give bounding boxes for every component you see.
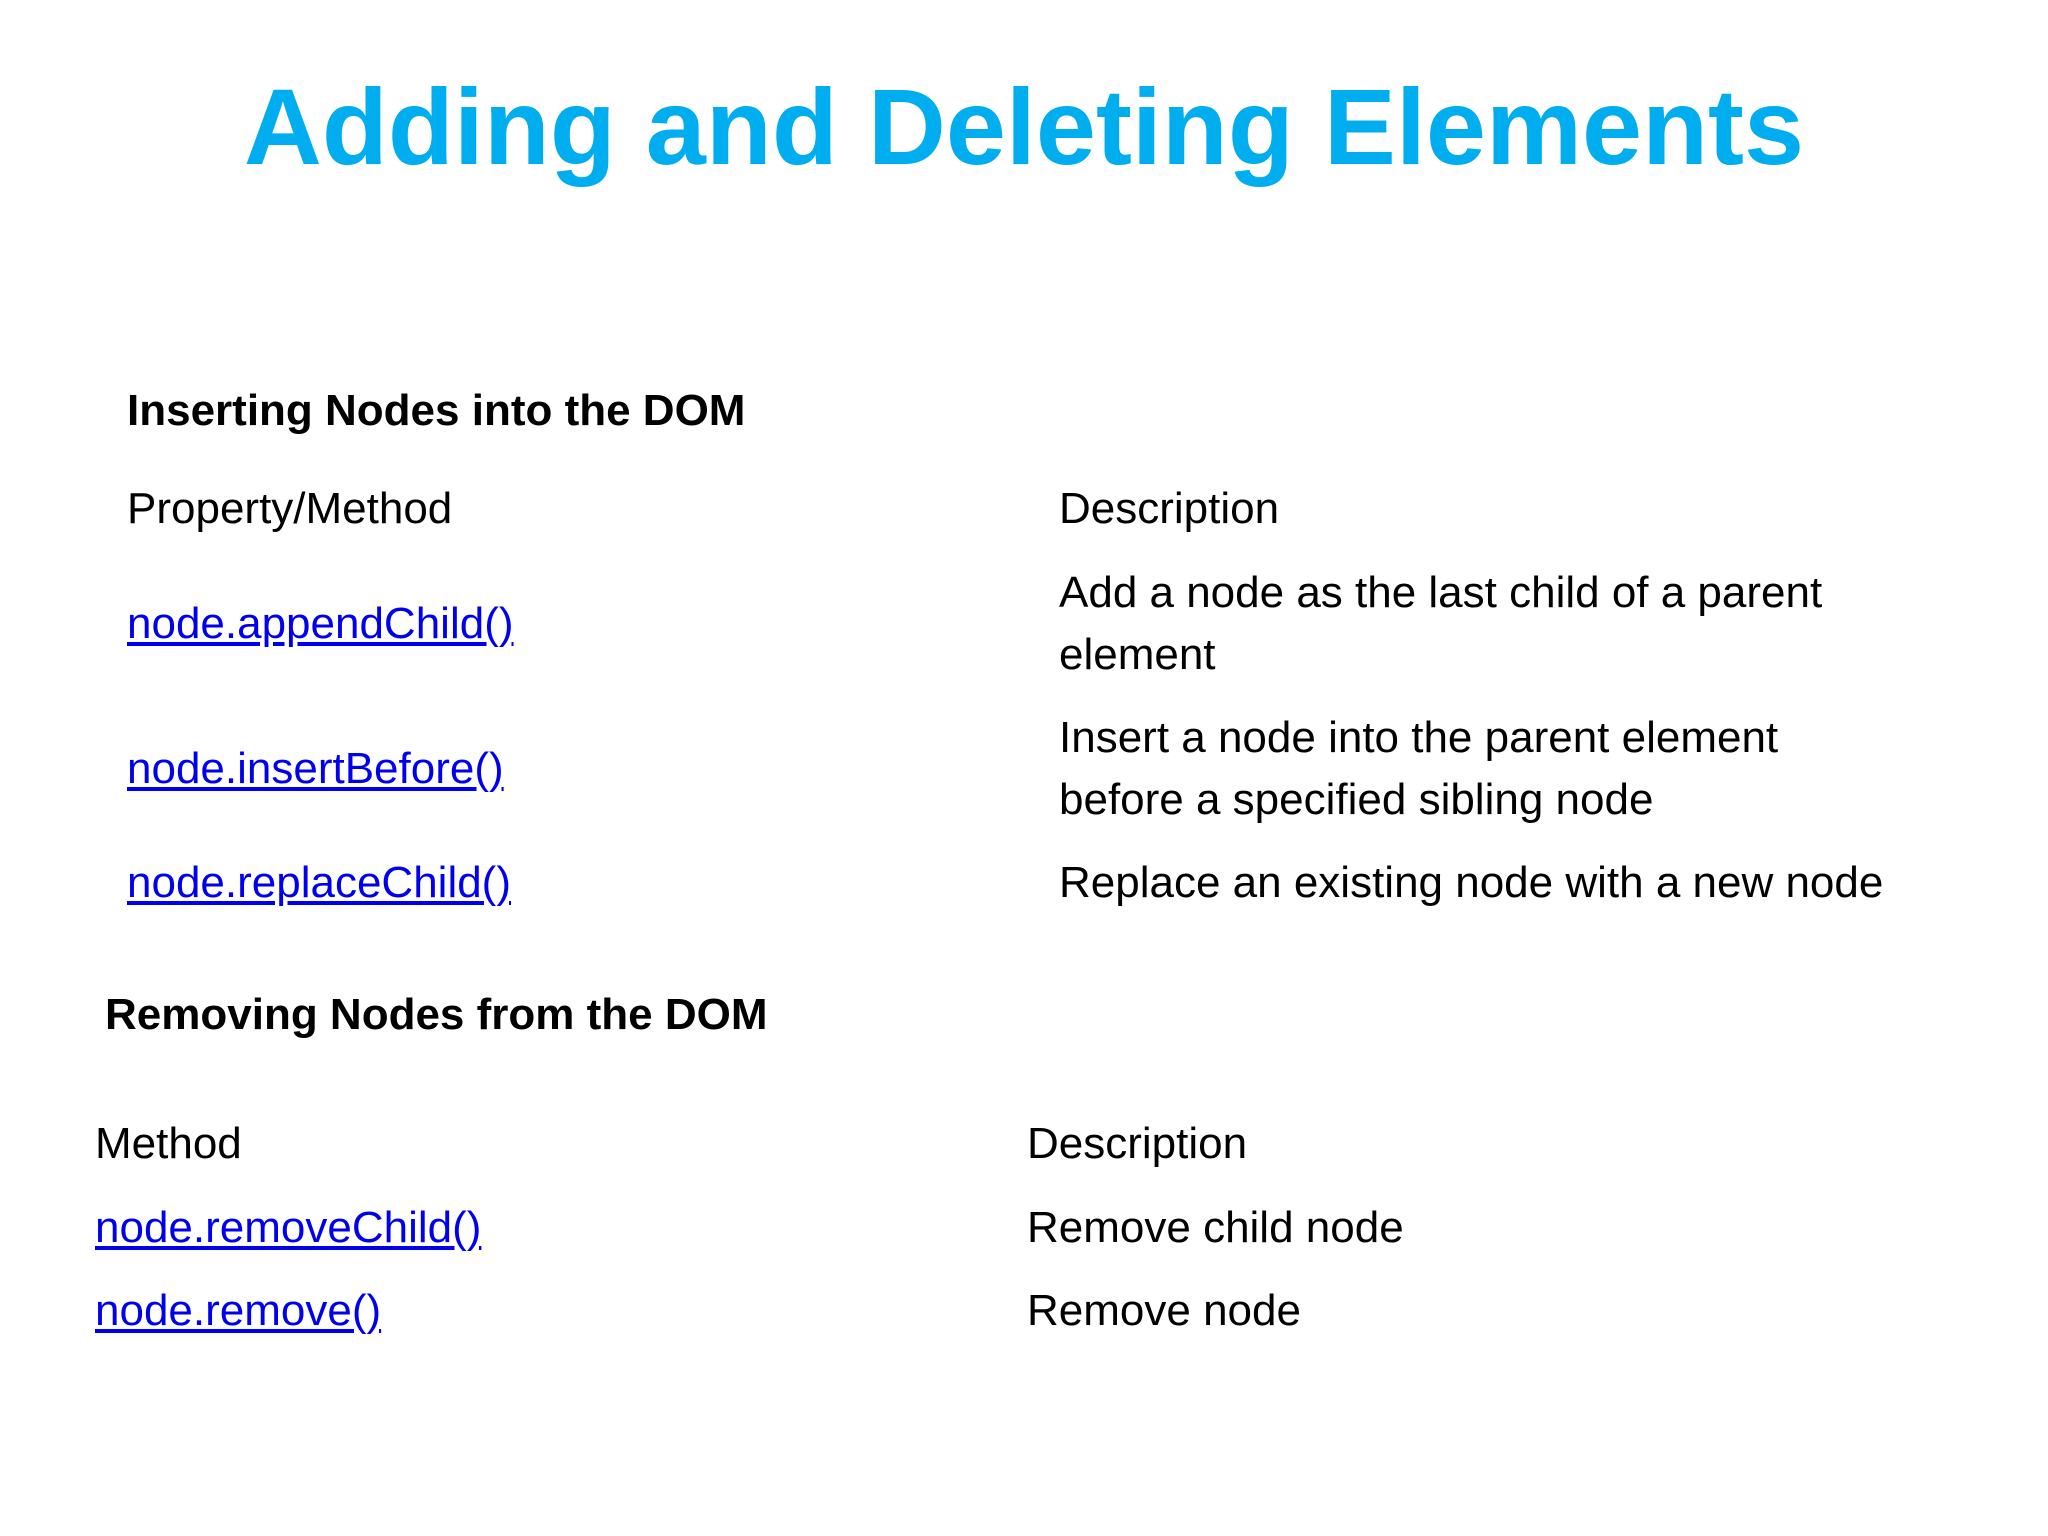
replace-child-link[interactable]: node.replaceChild() [127, 858, 511, 907]
replace-child-description: Replace an existing node with a new node [1059, 858, 1884, 907]
removing-column-header-method: Method [95, 1119, 242, 1168]
inserting-column-header-description: Description [1059, 484, 1280, 533]
insert-before-description-line-1: Insert a node into the parent element [1059, 713, 1779, 762]
remove-link[interactable]: node.remove() [95, 1286, 382, 1335]
remove-description: Remove node [1027, 1286, 1301, 1335]
slide-title: Adding and Deleting Elements [243, 66, 1805, 187]
removing-column-header-description: Description [1027, 1119, 1248, 1168]
insert-before-description-line-2: before a specified sibling node [1059, 775, 1654, 824]
remove-child-link[interactable]: node.removeChild() [95, 1203, 482, 1252]
append-child-link[interactable]: node.appendChild() [127, 599, 514, 648]
append-child-description-line-1: Add a node as the last child of a parent [1059, 568, 1823, 617]
inserting-column-header-method: Property/Method [127, 484, 453, 533]
removing-section-heading: Removing Nodes from the DOM [105, 990, 768, 1039]
append-child-description-line-2: element [1059, 630, 1216, 679]
remove-child-description: Remove child node [1027, 1203, 1404, 1252]
insert-before-link[interactable]: node.insertBefore() [127, 744, 504, 793]
inserting-section-heading: Inserting Nodes into the DOM [127, 386, 746, 435]
